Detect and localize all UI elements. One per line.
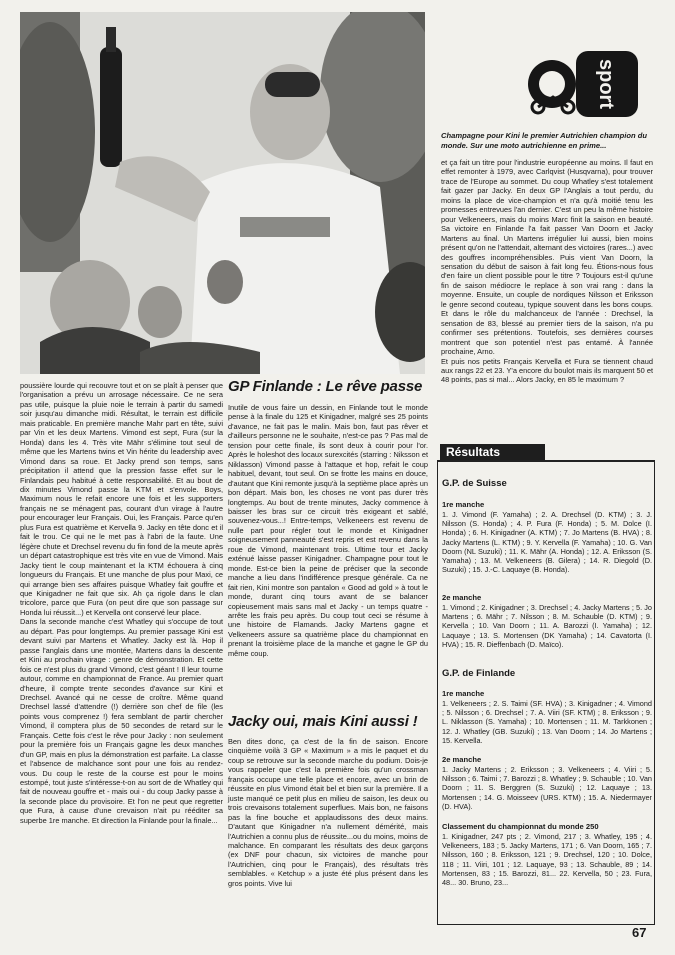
gp-finlande-manche-1-results: 1. Velkeneers ; 2. S. Taimi (SF. HVA) ; 3. Kinigadner ; 4. Vimond ; 5. Nilsson ; 6. Drechsel ; 7. A. Viiri (SF. KTM) ; 8. Eriksson ; 9. L. Niklasson (S. Yamaha) ; 10. Mortensen ; 11. M. Tarkkonen ; 12. J. Whatley (GB. Suzuki) ; 13. Van Doorn ; 14. Jo Martens ; 15. Kervella. — [442, 699, 652, 745]
photo-caption: Champagne pour Kini le premier Autrichien champion du monde. Sur une moto autrichienne en prime... — [441, 131, 648, 150]
gp-suisse-manche-1-results: 1. J. Vimond (F. Yamaha) ; 2. A. Drechsel (D. KTM) ; 3. J. Nilsson (S. Honda) ; 4. P. Fura (F. Honda) ; 5. M. Dolce (I. Honda) ; 6. H. Kinigadner (A. KTM) ; 7. Jo Martens (B. HVA) ; 8. Jacky Martens (L. KTM) ; 9. Y. Kervella (F. Yamaha) ; 10. G. Van Doorn (NL Suzuki) ; 11. K. Mähr (A. Honda) ; 12. A. Eriksson (S. Yamaha) ; 13. M. Velkeneers (B. Gilera) ; 14. R. Diegold (D. Suzuki) ; 15. J.-C. Laquaye (B. Honda). — [442, 510, 652, 575]
right-column-text-2: Et puis nos petits Français Kervella et Fura se tiennent chaud aux rangs 22 et 23. Y'a encore du boulot mais ils marquent 50 et 48 points, pas si mal... Alors Jacky, en 85 le maximum ? — [441, 356, 653, 385]
gp-suisse-manche-1-label: 1re manche — [442, 500, 485, 509]
middle-column-part-2 — [228, 737, 428, 888]
left-column-text: poussière lourde qui recouvre tout et on se plaît à penser que l'organisation a prévu un arrosage nécessaire. Ce ne sera pas utile, puisque la pluie noie le terrain à partir du samedi soir jusqu'au dimanche midi. Résultat, le terrain est difficile mais praticable. En première manche Mahr part en tête, suivi par Vin et les deux Martens. Vimond est sept, Fura (sur la Honda) dans les 4. Très vite Mähr s'élimine tout seul de même que les Martens twins et Vin hérite du leadership avec Vimond dans sa roue. Et Jacky prend son temps, sans précipitation il attend que la pression fasse effet sur le Finlandais peu habitué à cette responsabilité. Et au bout de dix minutes Vimond passe la KTM et s'envole. Boys, Maximum nous le refait encore une fois et les supporters français ne se ménagent pas, courant d'un virage à l'autre pour encourager leur Français. Oui, les Français. Parce qu'en plus Fura est quatrième et Kervella 9. Jacky en tête donc et il fait le trou. Ce qui ne le met pas à l'abri de la faute. Une légère chute et Drechsel revenu du fin fond de la meute après un départ catastrophique est très vite en vue de Vimond. Mais Jacky tient le coup maintenant et la KTM échouera à cinq longueurs du Français. Et une manche de plus pour Maxi, ce qui arrange bien ses affaires puisque Whatley fait gouffre et que Kinigadner ne fait que six. Ah ça rigole dans le clan tricolore, parce que Fura (on peut dire que son passage sur Honda lui réussit...) et Kervella ont conservé leur place. — [20, 381, 223, 617]
left-column — [20, 381, 223, 825]
cover-photo — [20, 12, 425, 374]
gp-suisse-manche-2-results: 1. Vimond ; 2. Kinigadner ; 3. Drechsel ; 4. Jacky Martens ; 5. Jo Martens ; 6. Mähr ; 7. Nilsson ; 8. M. Schauble (D. KTM) ; 9. Kervella ; 10. Van Doorn ; 11. A. Barozzi (I. Yamaha) ; 12. Laquaye ; 13. S. Mortensen (DK Yamaha) ; 14. Cavatorta (I. HVA) ; 15. R. Dieffenbach (D. Maïco). — [442, 603, 652, 649]
left-column-text-2: Dans la seconde manche c'est Whatley qui s'occupe de tout au départ. Pas pour longtemps. Au premier passage Kini est devant suivi par Martens et Whatley. Jacky est là. Hop il passe l'anglais dans une montée, Martens dans la descente et Kini au prochain virage : genre de démonstration. Et cette fois ce n'est plus du grand Vimond, c'est géant ! Il leur tourne autour, comme en championnat de France. Au premier quart d'heure, il compte trente secondes d'avance sur Kini et Drechsel. Avancé qui ne cesse de croître. Même quand Drechsel lassé d'attendre (!) derrière son chef de file (les points vous comprenez !) fera semblant de partir chercher Vimond, il comptera plus de 50 secondes de retard sur le Français. Cette fois c'est le rêve pour Jacky : non seulement pour la première fois un Français gagne les deux manches d'un GP, mais en plus la démonstration est parfaite. La classe et l'absence de malchance sont pour une fois au rendez-vous. Du coup le reste de la course est pour le moins estompé, tout juste s'intéresse-t-on au sort de de Whatley qui fait de nouveau gouffre et - mais oui - du coup Jacky passe à la seconde place du provisoire. Et l'on ne peut que regretter que Fura, à cause d'une crevaison n'ait pu rééditer sa superbe 1re manche. Et direction la Finlande pour la finale... — [20, 617, 223, 825]
sport-logo-text: sport — [595, 59, 617, 109]
gp-finlande-title: G.P. de Finlande — [442, 668, 516, 679]
page-number: 67 — [632, 925, 647, 940]
middle-column-text-2: Ben dites donc, ça c'est de la fin de saison. Encore cinquième voilà 3 GP « Maximum » a mis le paquet et du coup se retrouve sur la seconde marche du podium. Dois-je vous rappeler que c'est la première fois qu'un crossman français occupe une telle place et encore, avec un brin de réussite en plus Vimond était bel et bien sur la première. Il a juste manqué ce petit plus en milieu de saison, les deux ou trois crevaisons totalement superflues. Mais bon, ne faisons pas la fine bouche et applaudissons des deux mains. D'autant que Kinigadner n'a nullement démérité, mais l'Autrichien a connu plus de réussite...ou du moins, moins de malchance. En comparant les résultats des deux garçons (ex DNF pour chacun, six victoires de manche pour l'Autrichien, cinq pour le Français), des résultats très semblables. « Ketchup » a juste été plus présent dans les gros points. Vive lui — [228, 737, 428, 888]
middle-column-part-1 — [228, 403, 428, 658]
championship-label: Classement du championnat du monde 250 — [442, 822, 599, 831]
right-column — [441, 158, 653, 385]
heading-gp-finlande: GP Finlande : Le rêve passe — [228, 378, 423, 395]
gp-finlande-manche-2-label: 2e manche — [442, 755, 482, 764]
gp-suisse-title: G.P. de Suisse — [442, 478, 507, 489]
gp-finlande-manche-1-label: 1re manche — [442, 689, 485, 698]
photo-illustration — [20, 12, 425, 374]
results-title: Résultats — [440, 444, 545, 461]
championship-results: 1. Kinigadner, 247 pts ; 2. Vimond, 217 ; 3. Whatley, 195 ; 4. Velkeneers, 183 ; 5. Jacky Martens, 171 ; 6. Van Doorn, 165 ; 7. Nilsson, 160 ; 8. Eriksson, 121 ; 9. Drechsel, 120 ; 10. Dolce, 118 ; 11. Viiri, 101 ; 12. Laquaye, 93 ; 13. Schauble, 89 ; 14. Mortensen, 83 ; 15. Barozzi, 81... 22. Kervella, 50 ; 23. Fura, 48... 30. Bruno, 23... — [442, 832, 652, 888]
gp-finlande-manche-2-results: 1. Jacky Martens ; 2. Eriksson ; 3. Velkeneers ; 4. Viiri ; 5. Nilsson ; 6. Taimi ; 7. Barozzi ; 8. Whatley ; 9. Schauble ; 10. Van Doorn ; 11. S. Berggren (S. Suzuki) ; 12. Laquaye ; 13. Mortensen ; 14. G. Moisseev (URS. KTM) ; 15. A. Niedermayer (D. HVA). — [442, 765, 652, 811]
sport-logo — [520, 47, 640, 121]
heading-jacky-oui: Jacky oui, mais Kini aussi ! — [228, 713, 418, 730]
gp-suisse-manche-2-label: 2e manche — [442, 593, 482, 602]
middle-column-text: Inutile de vous faire un dessin, en Finlande tout le monde pense à la finale du 125 et Kinigadner, malgré ses 25 points d'avance, ne fait pas le malin. Mais bon, faut pas rêver et d'ailleurs personne ne le souhaite, n'est-ce pas ? Pas mal de tension pour cette finale, ils sont deux à courir pour l'or. Après le holeshot des locaux surexcités (starring : Niksson et Niklasson) Vimond passe à l'attaque et hop, refait le coup habituel, devant, tout seul. On se frotte les mains en douce, d'autant que Kini remonte jusqu'à la septième place après un bon départ. Mais bon, les choses ne vont pas durer très longtemps. Au bout de trente minutes, Jacky commence à baisser les bras sur ce circuit très exigeant et sablé, souvenez-vous...! Entre-temps, Velkeneers est revenu de nulle part pour régler tout le monde et Kinigadner soigneusement panneauté s'est repris et est revenu dans la roue de Vimond, maintenant trois. Ultime tour et Jacky exténué laisse passer Kinigadner. Champagne pour tout le monde. Est-ce bien la peine de préciser que la seconde manche a lieu dans l'indifférence presque générale. Ca ne fait rien, Kini montre son pantalon « Good ad gold » à tout le monde, durant cinq tours avant de se balancer copieusement mais sans mal et Jacky - un temps quatre - arrête les frais peu après. Du coup tout ceci se résume à une histoire de Flamands. Jacky Martens gagne et Velkeneers assure sa quatrième place du championnat en prenant la troisième place de la manche et gagne le GP du même coup. — [228, 403, 428, 658]
right-column-text: et ça fait un titre pour l'industrie européenne au moins. Il faut en effet remonter à 1979, avec Carlqvist (Husqvarna), pour trouver trace de l'Europe au sommet. Du coup Whatley s'est totalement fait gazer par Jacky. En deux GP l'Anglais a tout perdu, du moins la place de vice-champion et n'a qu'à moitié tenu les promesses entrevues l'an dernier. C'est un peu la même histoire pour Velkeneers, mais du moins Marc finit la saison en beauté. Sa victoire en Finlande l'a fait passer Van Doorn et Jacky Martens au final. Un Martens irrégulier lui aussi, bien moins présent qu'on ne l'attendait, alternant des victoires (rares...) avec des gouffres incompréhensibles. Puis vient Van Doorn, la sensation du début de saison à fait long feu. Étions-nous fous d'en faire un client possible pour le titre ? Toujours est-il qu'une fin de saison médiocre le replace à son vrai rang : dans la moyenne. Ensuite, un couple de nordiques Nilsson et Eriksson le genre second couteau, typique souvent dans les bons coups. Et dans le rôle du malchanceux de l'année : Drechsel, la sensation de 83, blessé au premier tiers de la saison, n'a pu confirmer ses prétentions. Toutefois, ses dernières courses montrent que son potentiel n'est pas entamé. À l'année prochaine, Arno. — [441, 158, 653, 357]
